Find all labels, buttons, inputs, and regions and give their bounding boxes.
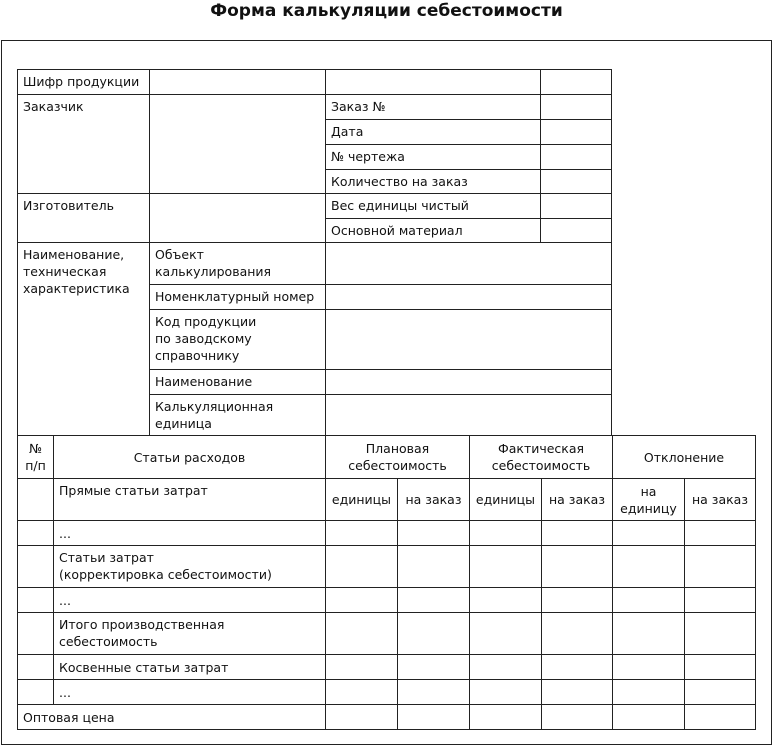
row-no-cell[interactable]: [17, 478, 54, 521]
cell-value[interactable]: [541, 679, 613, 705]
cell-value[interactable]: [469, 679, 542, 705]
label-name: Наименование: [149, 369, 326, 395]
label-main-material: Основной материал: [325, 218, 541, 243]
label-nomenclature-no: Номенклатурный номер: [149, 284, 326, 310]
cell-value[interactable]: [397, 704, 470, 730]
cell-value[interactable]: [684, 612, 756, 655]
row-total-production-cost: Итого производственная себестоимость: [53, 612, 326, 655]
field-date[interactable]: [540, 119, 612, 145]
col-header-items: Статьи расходов: [53, 435, 326, 479]
cell-value[interactable]: [541, 545, 613, 588]
cell-value[interactable]: [325, 654, 398, 680]
cell-value[interactable]: [612, 545, 685, 588]
cell-value[interactable]: [325, 679, 398, 705]
cell-value[interactable]: [612, 654, 685, 680]
row-adjustment: Статьи затрат (корректировка себестоимости): [53, 545, 326, 588]
field-product-code-ref[interactable]: [325, 309, 612, 370]
label-customer: Заказчик: [17, 94, 150, 194]
label-calc-object: Объект калькулирования: [149, 242, 326, 285]
label-qty-per-order: Количество на заказ: [325, 169, 541, 194]
field-customer[interactable]: [149, 94, 326, 194]
cell-value[interactable]: [325, 587, 398, 613]
cell-value[interactable]: [469, 654, 542, 680]
subheader-planned-per-order: на заказ: [397, 478, 470, 521]
field-product-code-extra-2[interactable]: [540, 69, 612, 95]
field-manufacturer[interactable]: [149, 193, 326, 243]
cell-value[interactable]: [541, 612, 613, 655]
cell-value[interactable]: [612, 679, 685, 705]
cell-value[interactable]: [684, 587, 756, 613]
cell-value[interactable]: [541, 520, 613, 546]
cell-value[interactable]: [541, 704, 613, 730]
cell-value[interactable]: [684, 704, 756, 730]
label-net-unit-weight: Вес единицы чистый: [325, 193, 541, 219]
cell-value[interactable]: [612, 520, 685, 546]
cell-value[interactable]: [397, 520, 470, 546]
cell-value[interactable]: [397, 587, 470, 613]
row-no-cell[interactable]: [17, 654, 54, 680]
cell-value[interactable]: [397, 545, 470, 588]
cell-value[interactable]: [325, 520, 398, 546]
row-dots-1: ...: [53, 520, 326, 546]
cell-value[interactable]: [469, 704, 542, 730]
row-wholesale-price: Оптовая цена: [17, 704, 326, 730]
label-date: Дата: [325, 119, 541, 145]
cell-value[interactable]: [469, 520, 542, 546]
field-nomenclature-no[interactable]: [325, 284, 612, 310]
label-manufacturer: Изготовитель: [17, 193, 150, 243]
col-header-planned: Плановая себестоимость: [325, 435, 470, 479]
subheader-deviation-per-unit: на единицу: [612, 478, 685, 521]
label-calc-unit: Калькуляционная единица: [149, 394, 326, 436]
cell-value[interactable]: [684, 679, 756, 705]
field-order-no[interactable]: [540, 94, 612, 120]
field-calc-object[interactable]: [325, 242, 612, 285]
row-no-cell[interactable]: [17, 587, 54, 613]
cell-value[interactable]: [684, 520, 756, 546]
cell-value[interactable]: [469, 612, 542, 655]
row-indirect-costs: Косвенные статьи затрат: [53, 654, 326, 680]
cell-value[interactable]: [541, 654, 613, 680]
row-dots-2: ...: [53, 587, 326, 613]
field-drawing-no[interactable]: [540, 144, 612, 170]
col-header-deviation: Отклонение: [612, 435, 756, 479]
cell-value[interactable]: [397, 654, 470, 680]
cell-value[interactable]: [325, 545, 398, 588]
row-no-cell[interactable]: [17, 612, 54, 655]
field-name[interactable]: [325, 369, 612, 395]
label-order-no: Заказ №: [325, 94, 541, 120]
cell-value[interactable]: [469, 545, 542, 588]
cell-value[interactable]: [684, 545, 756, 588]
col-header-actual: Фактическая себестоимость: [469, 435, 613, 479]
label-product-code-ref: Код продукции по заводскому справочнику: [149, 309, 326, 370]
cell-value[interactable]: [325, 612, 398, 655]
subheader-planned-units: единицы: [325, 478, 398, 521]
field-qty-per-order[interactable]: [540, 169, 612, 194]
cell-value[interactable]: [612, 587, 685, 613]
cell-value[interactable]: [397, 679, 470, 705]
subheader-actual-units: единицы: [469, 478, 542, 521]
cell-value[interactable]: [469, 587, 542, 613]
subheader-actual-per-order: на заказ: [541, 478, 613, 521]
row-no-cell[interactable]: [17, 520, 54, 546]
row-direct-costs: Прямые статьи затрат: [53, 478, 326, 521]
row-dots-3: ...: [53, 679, 326, 705]
cell-value[interactable]: [684, 654, 756, 680]
field-product-code-extra[interactable]: [325, 69, 541, 95]
subheader-deviation-per-order: на заказ: [684, 478, 756, 521]
cell-value[interactable]: [612, 612, 685, 655]
col-header-no: № п/п: [17, 435, 54, 479]
label-drawing-no: № чертежа: [325, 144, 541, 170]
field-product-code[interactable]: [149, 69, 326, 95]
page-title: Форма калькуляции себестоимости: [210, 1, 563, 21]
field-main-material[interactable]: [540, 218, 612, 243]
label-product-code: Шифр продукции: [17, 69, 150, 95]
field-calc-unit[interactable]: [325, 394, 612, 436]
cell-value[interactable]: [325, 704, 398, 730]
cell-value[interactable]: [397, 612, 470, 655]
label-name-tech: Наименование, техническая характеристика: [17, 242, 150, 436]
cell-value[interactable]: [541, 587, 613, 613]
cell-value[interactable]: [612, 704, 685, 730]
field-net-unit-weight[interactable]: [540, 193, 612, 219]
row-no-cell[interactable]: [17, 545, 54, 588]
row-no-cell[interactable]: [17, 679, 54, 705]
